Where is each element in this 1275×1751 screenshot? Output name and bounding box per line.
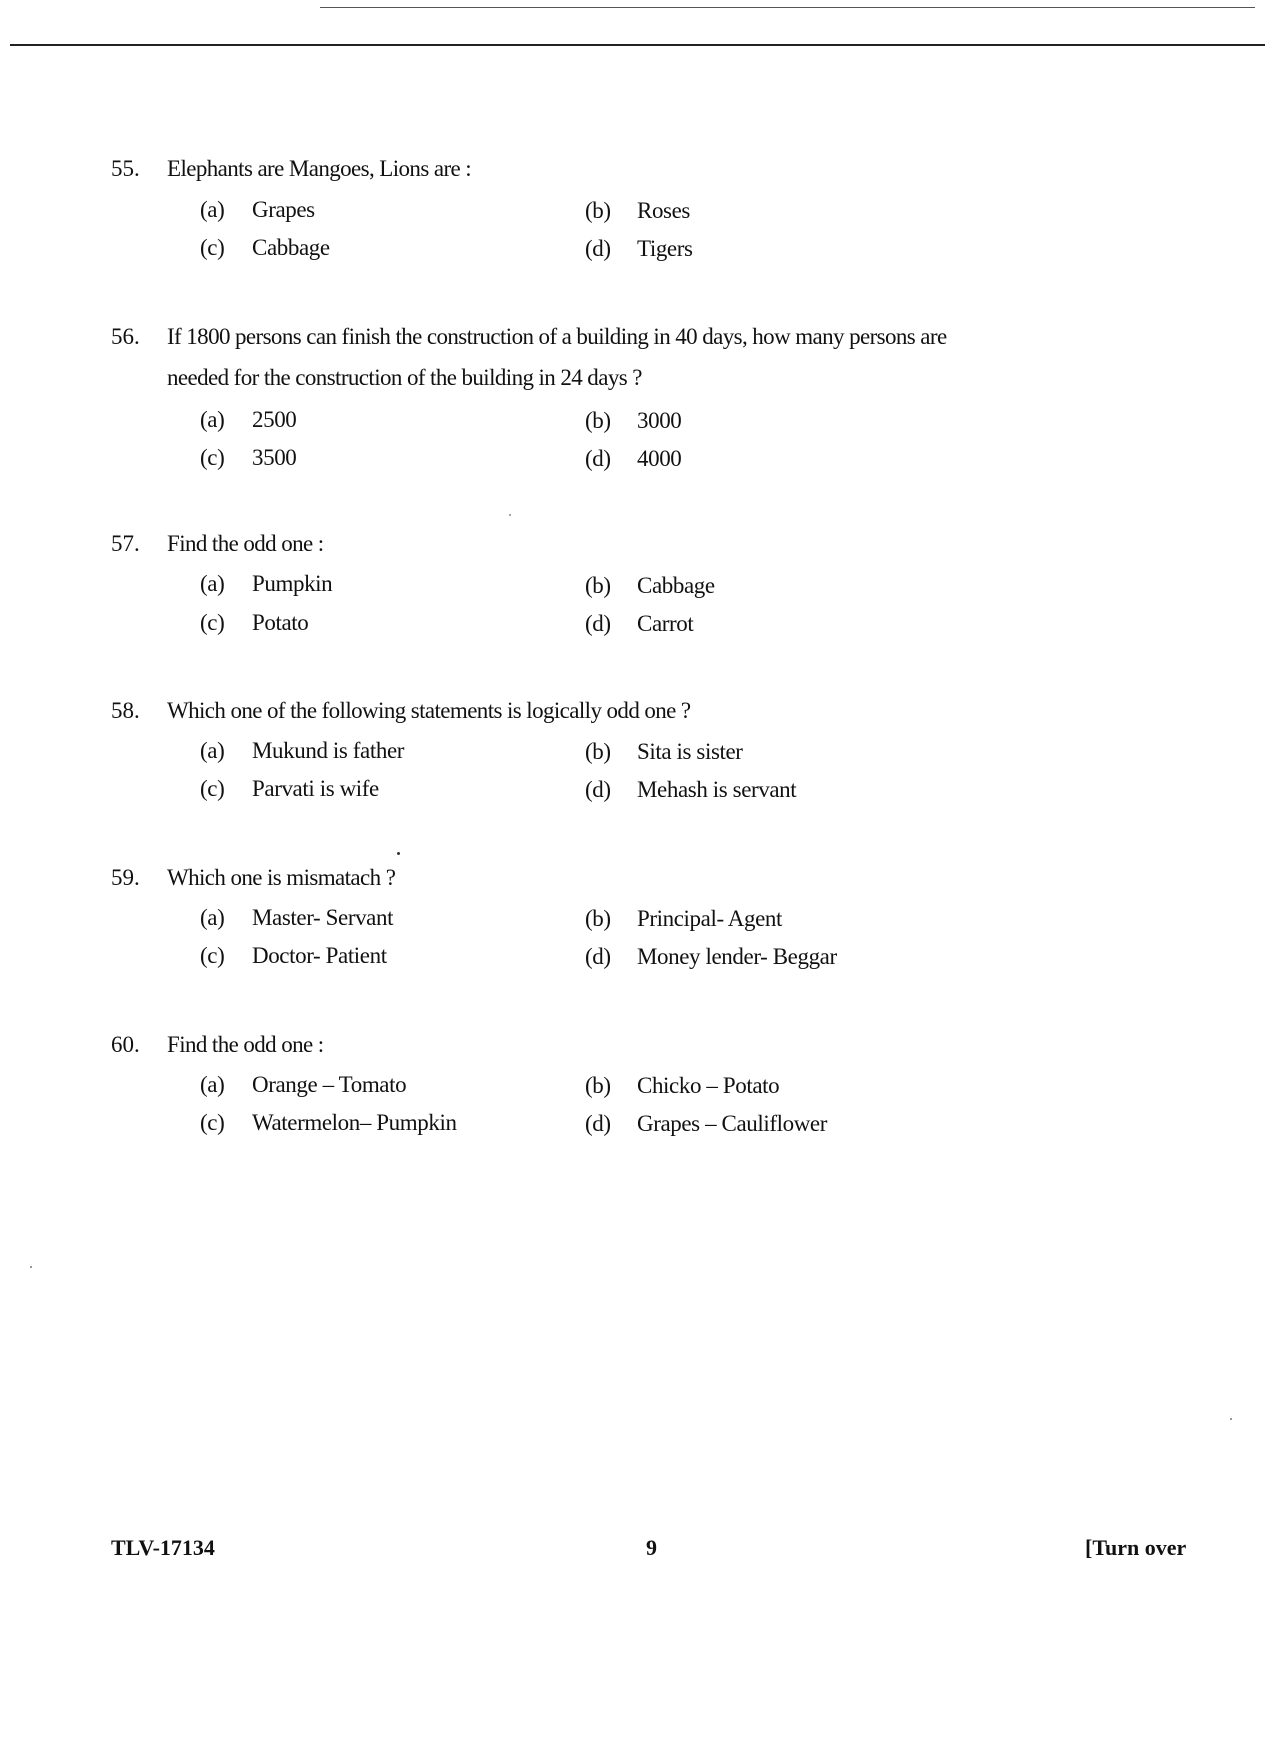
option-letter: (a) bbox=[200, 407, 225, 432]
option-text: Cabbage bbox=[637, 573, 715, 598]
option-text: Pumpkin bbox=[252, 571, 333, 596]
option-text: Watermelon– Pumpkin bbox=[252, 1110, 457, 1135]
option-letter: (b) bbox=[585, 408, 611, 433]
question-text: Find the odd one : bbox=[167, 531, 324, 556]
header-rule bbox=[10, 44, 1265, 46]
option-letter: (c) bbox=[200, 943, 225, 968]
option-letter: (d) bbox=[585, 236, 611, 261]
option-text: Grapes bbox=[252, 197, 315, 222]
option-text: 3000 bbox=[637, 408, 682, 433]
question-text: Find the odd one : bbox=[167, 1032, 324, 1057]
scan-speck bbox=[509, 514, 511, 516]
option-text: Mehash is servant bbox=[637, 777, 797, 802]
option-letter: (d) bbox=[585, 777, 611, 802]
option-letter: (d) bbox=[585, 446, 611, 471]
option-letter: (c) bbox=[200, 1110, 225, 1135]
option-text: Roses bbox=[637, 198, 690, 223]
question-number: 58. bbox=[111, 698, 140, 723]
option-text: Chicko – Potato bbox=[637, 1073, 780, 1098]
question-text: If 1800 persons can finish the construction of a building in 40 days, how many persons are needed for the construction of the building in 24 days ? bbox=[167, 324, 947, 390]
question-number: 57. bbox=[111, 531, 140, 556]
option-text: Cabbage bbox=[252, 235, 330, 260]
option-letter: (c) bbox=[200, 235, 225, 260]
option-text: Potato bbox=[252, 610, 309, 635]
option-text: Grapes – Cauliflower bbox=[637, 1111, 827, 1136]
question-text: Which one is mismatach ? bbox=[167, 865, 396, 890]
option-letter: (a) bbox=[200, 738, 225, 763]
option-letter: (a) bbox=[200, 197, 225, 222]
option-text: Carrot bbox=[637, 611, 694, 636]
option-letter: (b) bbox=[585, 739, 611, 764]
option-text: Parvati is wife bbox=[252, 776, 379, 801]
option-letter: (a) bbox=[200, 905, 225, 930]
top-thin-rule bbox=[320, 7, 1255, 8]
option-letter: (c) bbox=[200, 610, 225, 635]
option-letter: (b) bbox=[585, 573, 611, 598]
option-text: Money lender- Beggar bbox=[637, 944, 837, 969]
question-number: 60. bbox=[111, 1032, 140, 1057]
scan-speck bbox=[30, 1266, 32, 1268]
option-text: 4000 bbox=[637, 446, 682, 471]
option-letter: (a) bbox=[200, 1072, 225, 1097]
option-letter: (b) bbox=[585, 198, 611, 223]
option-text: Orange – Tomato bbox=[252, 1072, 407, 1097]
option-letter: (b) bbox=[585, 1073, 611, 1098]
option-text: 3500 bbox=[252, 445, 297, 470]
option-letter: (a) bbox=[200, 571, 225, 596]
option-text: Doctor- Patient bbox=[252, 943, 387, 968]
turn-over-note: [Turn over bbox=[1085, 1535, 1187, 1560]
option-text: 2500 bbox=[252, 407, 297, 432]
option-letter: (d) bbox=[585, 1111, 611, 1136]
scan-speck bbox=[397, 852, 400, 855]
option-letter: (d) bbox=[585, 611, 611, 636]
scan-speck bbox=[1230, 1418, 1232, 1420]
option-text: Sita is sister bbox=[637, 739, 743, 764]
option-text: Tigers bbox=[637, 236, 693, 261]
question-text: Which one of the following statements is logically odd one ? bbox=[167, 698, 691, 723]
question-text: Elephants are Mangoes, Lions are : bbox=[167, 156, 472, 181]
option-letter: (c) bbox=[200, 776, 225, 801]
option-text: Mukund is father bbox=[252, 738, 405, 763]
page-number: 9 bbox=[646, 1535, 657, 1560]
option-letter: (b) bbox=[585, 906, 611, 931]
option-letter: (d) bbox=[585, 944, 611, 969]
question-number: 59. bbox=[111, 865, 140, 890]
option-text: Principal- Agent bbox=[637, 906, 782, 931]
question-number: 56. bbox=[111, 324, 140, 349]
option-letter: (c) bbox=[200, 445, 225, 470]
paper-code: TLV-17134 bbox=[111, 1535, 215, 1560]
question-number: 55. bbox=[111, 156, 140, 181]
option-text: Master- Servant bbox=[252, 905, 394, 930]
